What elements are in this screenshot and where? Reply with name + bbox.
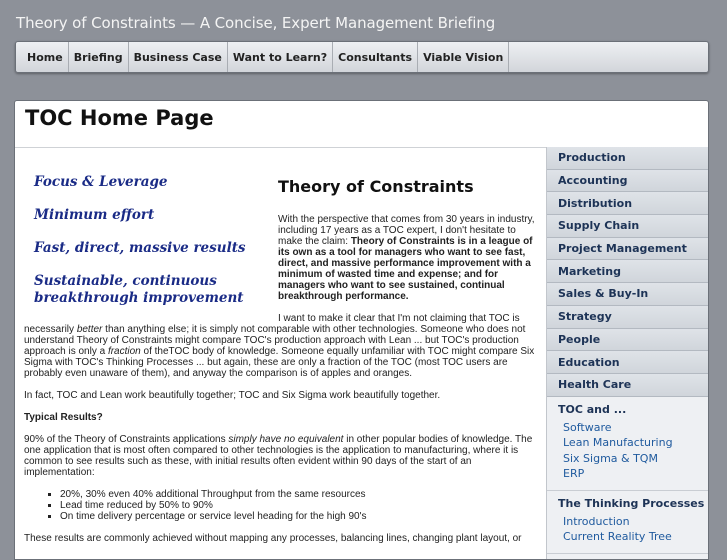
sidebar-item-people[interactable]: People <box>547 329 709 352</box>
comparison-em-fraction: fraction <box>107 346 141 357</box>
nav-want-to-learn[interactable]: Want to Learn? <box>228 42 333 72</box>
sidebar-link-erp[interactable]: ERP <box>563 467 585 481</box>
comparison-em-better: better <box>76 324 103 335</box>
list-item: ▪ Lead time reduced by 50% to 90% <box>60 500 539 511</box>
nav-home[interactable]: Home <box>22 42 69 72</box>
slogan-item: Focus & Leverage <box>34 174 168 190</box>
applications-paragraph <box>24 434 539 478</box>
sidebar-group-title: The Thinking Processes <box>558 496 705 510</box>
slogan-item: Minimum effort <box>34 207 155 223</box>
sidebar-item-supply-chain[interactable]: Supply Chain <box>547 215 709 238</box>
comparison-text-a: I want to make it clear that I'm not claiming that TOC is necessarily <box>24 313 520 335</box>
comparison-text-c: of theTOC body of knowledge. Someone equally unfamiliar with TOC might compare Six Sigma with TOC's Thinking Processes ... but again, these are only a fraction of the TOC (most TOC users are probably even unaware of them), and anyway the comparison is of apples and oranges. <box>24 346 535 379</box>
sidebar-link-lean-manufacturing[interactable]: Lean Manufacturing <box>563 436 673 450</box>
list-item: ▪ On time delivery percentage or service level heading for the high 90's <box>60 511 539 522</box>
sidebar-group-thinking-processes <box>547 491 709 554</box>
together-paragraph: In fact, TOC and Lean work beautifully together; TOC and Six Sigma work beautifully together. <box>24 390 441 401</box>
applications-text-b: in other popular bodies of knowledge. The one application that is most often compared to other technologies is the application to manufacturing, where it is common to see results such as these, with initial results often evident within 90 days of the start of an implementation: <box>24 434 533 478</box>
sidebar-item-marketing[interactable]: Marketing <box>547 260 709 283</box>
applications-text-a: 90% of the Theory of Constraints applications <box>24 434 229 445</box>
intro-claim: Theory of Constraints is in a league of its own as a tool for managers who want to see fast, direct, and massive performance improvement with a minimum of wasted time and expense; and for managers who want to see sustained, continual breakthrough performance. <box>278 236 533 302</box>
article-heading: Theory of Constraints <box>278 177 474 196</box>
slogan-item: Sustainable, continuous breakthrough improvement <box>34 273 244 306</box>
sidebar-link-introduction[interactable]: Introduction <box>563 514 630 528</box>
sidebar-group-title: TOC and ... <box>558 402 627 416</box>
nav-business-case[interactable]: Business Case <box>129 42 228 72</box>
sidebar-link-six-sigma[interactable]: Six Sigma & TQM <box>563 451 658 465</box>
nav-briefing[interactable]: Briefing <box>69 42 129 72</box>
sidebar-item-education[interactable]: Education <box>547 351 709 374</box>
sidebar-item-strategy[interactable]: Strategy <box>547 306 709 329</box>
slogan-box <box>24 159 264 314</box>
main-nav <box>15 41 709 73</box>
sidebar <box>546 147 709 560</box>
sidebar-item-project-management[interactable]: Project Management <box>547 238 709 261</box>
sidebar-link-software[interactable]: Software <box>563 420 612 434</box>
sidebar-item-distribution[interactable]: Distribution <box>547 192 709 215</box>
sidebar-item-accounting[interactable]: Accounting <box>547 170 709 193</box>
sidebar-item-health-care[interactable]: Health Care <box>547 374 709 397</box>
comparison-paragraph <box>24 313 539 379</box>
results-paragraph: These results are commonly achieved without mapping any processes, balancing lines, changing plant layout, or <box>24 533 522 544</box>
main-content <box>24 159 539 559</box>
nav-consultants[interactable]: Consultants <box>333 42 418 72</box>
page-title: TOC Home Page <box>25 106 214 130</box>
list-item: ▪ 20%, 30% even 40% additional Throughput from the same resources <box>60 489 539 500</box>
sidebar-item-production[interactable]: Production <box>547 147 709 170</box>
intro-text: With the perspective that comes from 30 years in industry, including 17 years as a TOC expert, I don't hesitate to make the claim: <box>278 214 535 247</box>
results-list <box>24 489 539 522</box>
typical-results-heading: Typical Results? <box>24 412 103 423</box>
sidebar-item-sales-buy-in[interactable]: Sales & Buy-In <box>547 283 709 306</box>
page-panel <box>14 100 709 560</box>
sidebar-group-toc-and <box>547 397 709 491</box>
slogan-item: Fast, direct, massive results <box>34 240 246 256</box>
comparison-text-b: than anything else; it is simply not comparable with other technologies. Someone who does not understand Theory of Constraints might compare TOC's production approach with Lean ... but TOC's production approach is only a <box>24 324 526 357</box>
sidebar-link-current-reality-tree[interactable]: Current Reality Tree <box>563 530 672 544</box>
applications-em: simply have no equivalent <box>228 434 344 445</box>
site-title: Theory of Constraints — A Concise, Expert Management Briefing <box>16 14 496 32</box>
nav-viable-vision[interactable]: Viable Vision <box>418 42 509 72</box>
